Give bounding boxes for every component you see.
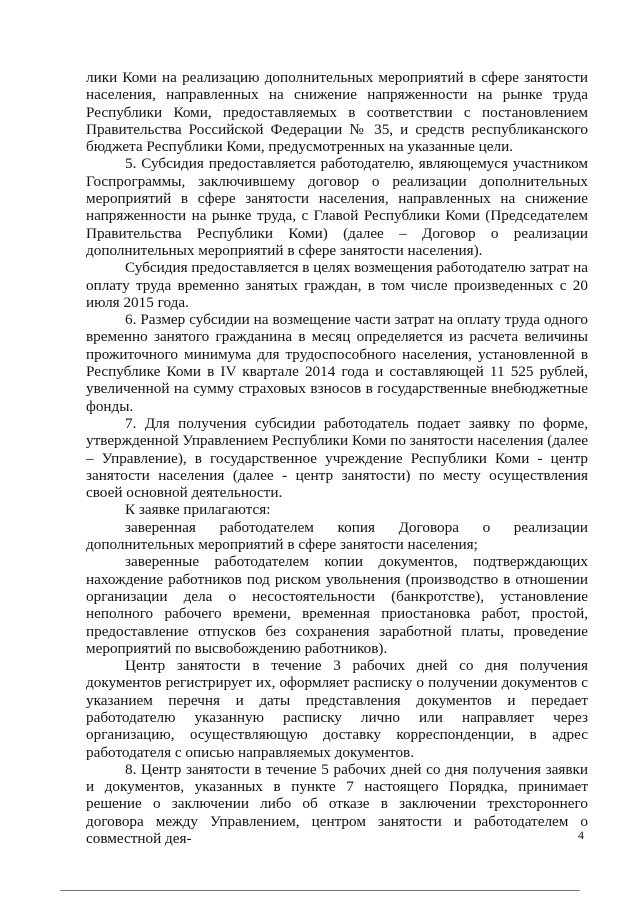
paragraph-item-5: 5. Субсидия предоставляется работодателю, являющемуся участником Госпрограммы, заключившему договор о реализации дополнительных мероприятий в сфере занятости населения, направленных на снижение напряженности на рынке труда, с Главой Республики Коми (Председателем Правительства Республики Коми) (далее – Договор о реализации дополнительных мероприятий в сфере занятости населения).	[86, 155, 588, 259]
paragraph-attachment-contract: заверенная работодателем копия Договора о реализации дополнительных мероприятий в сфере занятости населения;	[86, 518, 588, 554]
paragraph-registration: Центр занятости в течение 3 рабочих дней со дня получения документов регистрирует их, оформляет расписку о получении документов с указанием перечня и даты представления документов и передает работодателю указанную расписку лично или направляет через организацию, осуществляющую доставку корреспонденции, в адрес работодателя с описью направляемых документов.	[86, 657, 588, 761]
paragraph-item-8: 8. Центр занятости в течение 5 рабочих дней со дня получения заявки и документов, указанных в пункте 7 настоящего Порядка, принимает решение о заключении либо об отказе в заключении трехстороннего договора между Управлением, центром занятости и работодателем о совместной дея-	[86, 760, 588, 848]
paragraph-item-7: 7. Для получения субсидии работодатель подает заявку по форме, утвержденной Управлением Республики Коми по занятости населения (далее – Управление), в государственное учреждение Республики Коми - центр занятости населения (далее - центр занятости) по месту осуществления своей основной деятельности.	[86, 414, 588, 502]
paragraph-attachments-intro: К заявке прилагаются:	[125, 501, 271, 519]
paragraph-continuation: лики Коми на реализацию дополнительных мероприятий в сфере занятости населения, направленных на снижение напряженности на рынке труда Республики Коми, предоставляемых в соответствии с постановлением Правительства Российской Федерации № 35, и средств республиканского бюджета Республики Коми, предусмотренных на указанные цели.	[86, 69, 588, 156]
document-body	[86, 69, 588, 847]
bottom-divider	[60, 890, 580, 891]
paragraph-item-6: 6. Размер субсидии на возмещение части затрат на оплату труда одного временно занятого гражданина в месяц определяется из расчета величины прожиточного минимума для трудоспособного населения, установленной в Республике Коми в IV квартале 2014 года и составляющей 11 525 рублей, увеличенной на сумму страховых взносов в государственные внебюджетные фонды.	[86, 311, 588, 415]
paragraph-attachment-documents: заверенные работодателем копии документов, подтверждающих нахождение работников под риском увольнения (производство в отношении организации дела о несостоятельности (банкротстве), установление неполного рабочего времени, временная приостановка работ, простой, предоставление отпусков без сохранения заработной платы, проведение мероприятий по высвобождению работников).	[86, 553, 588, 657]
paragraph-subsidy-purpose: Субсидия предоставляется в целях возмещения работодателю затрат на оплату труда временно занятых граждан, в том числе произведенных с 20 июля 2015 года.	[86, 259, 588, 311]
page-number: 4	[578, 828, 584, 842]
